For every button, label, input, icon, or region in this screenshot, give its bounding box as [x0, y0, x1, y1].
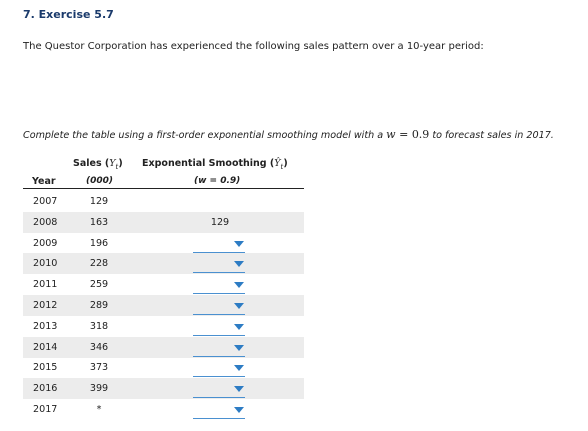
forecast-value: 129 [210, 216, 230, 228]
table-row [23, 399, 304, 420]
chevron-down-icon[interactable] [234, 261, 244, 267]
table-row [23, 295, 304, 316]
sales-header [73, 158, 123, 171]
year-cell: 2015 [33, 362, 58, 374]
year-cell: 2013 [33, 320, 58, 332]
table-row [23, 212, 304, 233]
sales-cell: 129 [89, 196, 109, 207]
year-cell: 2009 [33, 237, 58, 249]
exp-header [142, 158, 288, 171]
sales-cell: * [96, 404, 102, 415]
year-cell: 2010 [33, 258, 58, 270]
sales-cell: 163 [89, 216, 109, 228]
year-cell: 2012 [33, 300, 58, 311]
sales-cell: 196 [89, 237, 109, 249]
sales-cell: 228 [89, 258, 109, 270]
year-cell: 2011 [33, 279, 58, 291]
forecast-dropdown[interactable] [193, 275, 245, 294]
instruction-after: to forecast sales in 2017. [429, 130, 554, 141]
exp-param-header: (w = 0.9) [194, 176, 241, 186]
year-cell: 2008 [33, 216, 58, 228]
sales-cell: 346 [89, 341, 109, 353]
forecast-dropdown[interactable] [193, 338, 245, 357]
sales-unit-header: (000) [86, 176, 114, 186]
w-variable: w [386, 128, 396, 141]
forecast-dropdown[interactable] [193, 296, 245, 315]
table-row [23, 191, 304, 212]
forecast-dropdown[interactable] [193, 234, 245, 253]
sales-header-close: ) [118, 158, 123, 169]
sales-cell: 373 [89, 362, 109, 374]
w-value: 0.9 [411, 128, 430, 141]
instruction-text [23, 128, 554, 141]
table-row [23, 357, 304, 378]
year-cell: 2014 [33, 341, 58, 353]
chevron-down-icon[interactable] [234, 386, 244, 392]
chevron-down-icon[interactable] [234, 303, 244, 309]
w-equals: = [395, 128, 412, 141]
sales-cell: 259 [89, 279, 109, 291]
forecast-dropdown[interactable] [193, 379, 245, 398]
forecast-dropdown[interactable] [193, 358, 245, 377]
table-row [23, 378, 304, 399]
year-cell: 2016 [33, 383, 58, 395]
chevron-down-icon[interactable] [234, 345, 244, 351]
year-header: Year [32, 176, 56, 187]
sales-header-var: Y [109, 158, 116, 169]
sales-header-label: Sales ( [73, 158, 110, 169]
table-row [23, 253, 304, 274]
forecast-dropdown[interactable] [193, 317, 245, 336]
chevron-down-icon[interactable] [234, 241, 244, 247]
chevron-down-icon[interactable] [234, 282, 244, 288]
table-row [23, 274, 304, 295]
instruction-before: Complete the table using a first-order exponential smoothing model with a [23, 130, 387, 141]
year-cell: 2017 [33, 404, 58, 415]
exp-header-label: Exponential Smoothing ( [142, 158, 275, 169]
chevron-down-icon[interactable] [234, 365, 244, 371]
forecast-dropdown[interactable] [193, 254, 245, 273]
chevron-down-icon[interactable] [234, 407, 244, 413]
header-rule [23, 188, 304, 189]
chevron-down-icon[interactable] [234, 324, 244, 330]
exp-header-close: ) [283, 158, 288, 169]
year-cell: 2007 [33, 196, 58, 207]
exp-header-sub: t [280, 162, 284, 171]
sales-cell: 289 [89, 300, 109, 311]
table-row [23, 233, 304, 254]
sales-cell: 399 [89, 383, 109, 395]
table-row [23, 316, 304, 337]
sales-header-sub: t [115, 162, 119, 171]
sales-cell: 318 [89, 320, 109, 332]
intro-text: The Questor Corporation has experienced the following sales pattern over a 10-year period: [23, 41, 484, 52]
exp-header-var: Ŷ [274, 158, 281, 169]
table-row [23, 337, 304, 358]
exercise-title: 7. Exercise 5.7 [23, 8, 114, 21]
forecast-dropdown[interactable] [193, 400, 245, 419]
